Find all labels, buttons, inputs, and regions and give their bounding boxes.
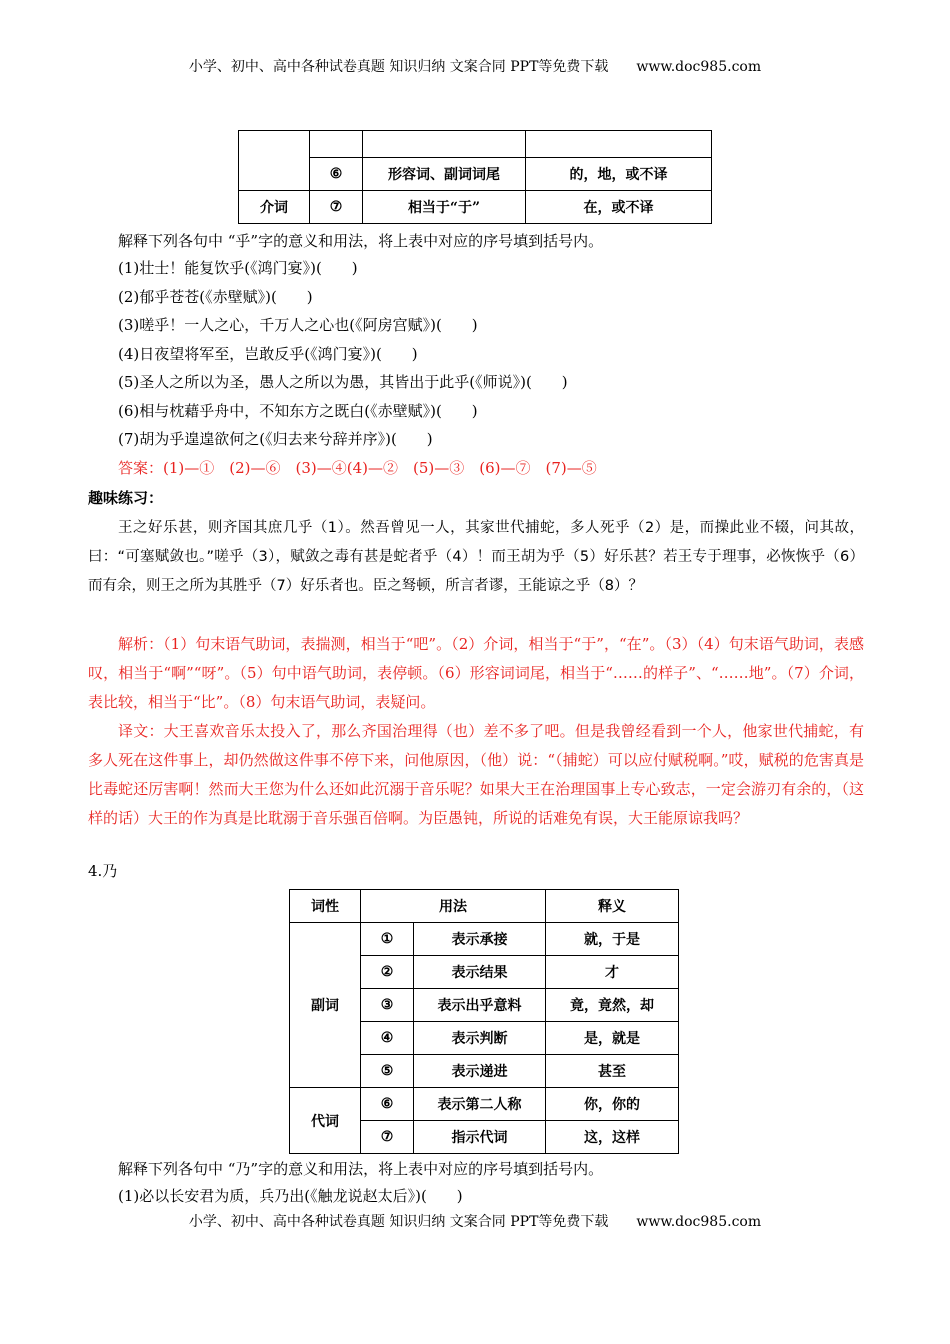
fun-analysis: 解析：（1）句末语气助词，表揣测，相当于“吧”。（2）介词，相当于“于”，“在”。（3）（4）句末语气助词，表感叹，相当于“啊”“呀”。（5）句中语气助词，表停顿。（6）形容词词尾，相当于“……的样子”、“……地”。（7）介词，表比较，相当于“比”。（8）句末语气助词，表疑问。 [88, 635, 864, 711]
hu-question-6: (6)相与枕藉乎舟中，不知东方之既白(《赤壁赋》)( ) [118, 402, 478, 420]
hu-answer: 答案：(1)—① (2)—⑥ (3)—④(4)—② (5)—③ (6)—⑦ (7)—⑤ [118, 459, 597, 477]
meaning-cell: 在，或不译 [526, 191, 712, 224]
usage-cell: 表示结果 [414, 956, 546, 989]
num-cell: ⑥ [361, 1088, 414, 1121]
header-pos: 词性 [290, 890, 361, 923]
meaning-cell [526, 131, 712, 158]
nai-usage-table [289, 889, 679, 1154]
fun-translation: 译文：大王喜欢音乐太投入了，那么齐国治理得（也）差不多了吧。但是我曾经看到一个人，他家世代捕蛇，有多人死在这件事上，却仍然做这件事不停下来，问他原因，（他）说：“（捕蛇）可以应付赋税啊。”哎，赋税的危害真是比毒蛇还厉害啊！然而大王您为什么还如此沉溺于音乐呢？如果大王在治理国事上专心致志，一定会游刃有余的，（这样的话）大王的作为真是比耽溺于音乐强百倍啊。为臣愚钝，所说的话难免有误，大王能原谅我吗？ [88, 722, 864, 827]
nai-heading: 4.乃 [88, 862, 118, 880]
usage-cell: 相当于“于” [363, 191, 526, 224]
table-row [239, 191, 712, 224]
usage-cell: 表示承接 [414, 923, 546, 956]
num-cell: ⑦ [310, 191, 363, 224]
pos-cell: 代词 [290, 1088, 361, 1154]
usage-cell: 表示递进 [414, 1055, 546, 1088]
hu-question-2: (2)郁乎苍苍(《赤壁赋》)( ) [118, 288, 313, 306]
pos-cell: 副词 [290, 923, 361, 1088]
hu-question-3: (3)嗟乎！一人之心，千万人之心也(《阿房宫赋》)( ) [118, 316, 478, 334]
num-cell: ② [361, 956, 414, 989]
footer-text: 小学、初中、高中各种试卷真题 知识归纳 文案合同 PPT等免费下载 [188, 1214, 609, 1230]
hu-question-7: (7)胡为乎遑遑欲何之(《归去来兮辞并序》)( ) [118, 430, 433, 448]
table-row [290, 923, 679, 956]
meaning-cell: 就，于是 [546, 923, 679, 956]
page-header [0, 57, 950, 77]
num-cell: ⑦ [361, 1121, 414, 1154]
num-cell: ③ [361, 989, 414, 1022]
fun-title: 趣味练习： [88, 489, 164, 507]
usage-cell [363, 131, 526, 158]
num-cell: ⑥ [310, 158, 363, 191]
page-footer [0, 1212, 950, 1232]
pos-cell: 介词 [239, 191, 310, 224]
usage-cell: 形容词、副词词尾 [363, 158, 526, 191]
hu-usage-table-continued [238, 130, 712, 224]
hu-instruction: 解释下列各句中 “乎”字的意义和用法，将上表中对应的序号填到括号内。 [118, 232, 604, 250]
header-usage: 用法 [361, 890, 546, 923]
header-meaning: 释义 [546, 890, 679, 923]
table-row [290, 1088, 679, 1121]
usage-cell: 表示第二人称 [414, 1088, 546, 1121]
num-cell: ① [361, 923, 414, 956]
nai-instruction: 解释下列各句中 “乃”字的意义和用法，将上表中对应的序号填到括号内。 [118, 1160, 604, 1178]
meaning-cell: 才 [546, 956, 679, 989]
num-cell: ⑤ [361, 1055, 414, 1088]
hu-question-1: (1)壮士！能复饮乎(《鸿门宴》)( ) [118, 259, 358, 277]
meaning-cell: 甚至 [546, 1055, 679, 1088]
hu-question-4: (4)日夜望将军至，岂敢反乎(《鸿门宴》)( ) [118, 345, 418, 363]
footer-url[interactable]: www.doc985.com [636, 1214, 762, 1230]
table-row [239, 131, 712, 158]
meaning-cell: 竟，竟然，却 [546, 989, 679, 1022]
pos-cell [239, 131, 310, 191]
hu-question-5: (5)圣人之所以为圣，愚人之所以为愚，其皆出于此乎(《师说》)( ) [118, 373, 568, 391]
num-cell: ④ [361, 1022, 414, 1055]
header-text: 小学、初中、高中各种试卷真题 知识归纳 文案合同 PPT等免费下载 [188, 59, 609, 75]
num-cell [310, 131, 363, 158]
meaning-cell: 的，地，或不译 [526, 158, 712, 191]
table-header-row [290, 890, 679, 923]
meaning-cell: 是，就是 [546, 1022, 679, 1055]
nai-question-1: (1)必以长安君为质，兵乃出(《触龙说赵太后》)( ) [118, 1187, 463, 1205]
meaning-cell: 你，你的 [546, 1088, 679, 1121]
table-row [239, 158, 712, 191]
meaning-cell: 这，这样 [546, 1121, 679, 1154]
usage-cell: 表示出乎意料 [414, 989, 546, 1022]
usage-cell: 指示代词 [414, 1121, 546, 1154]
usage-cell: 表示判断 [414, 1022, 546, 1055]
header-url[interactable]: www.doc985.com [636, 59, 762, 75]
fun-passage: 王之好乐甚，则齐国其庶几乎（1）。然吾曾见一人，其家世代捕蛇，多人死乎（2）是，而操此业不辍，问其故，曰：“可塞赋敛也。”嗟乎（3），赋敛之毒有甚是蛇者乎（4）！而王胡为乎（5）好乐甚？若王专于理事，必恢恢乎（6）而有余，则王之所为其胜乎（7）好乐者也。臣之驽顿，所言者谬，王能谅之乎（8）？ [88, 520, 864, 594]
